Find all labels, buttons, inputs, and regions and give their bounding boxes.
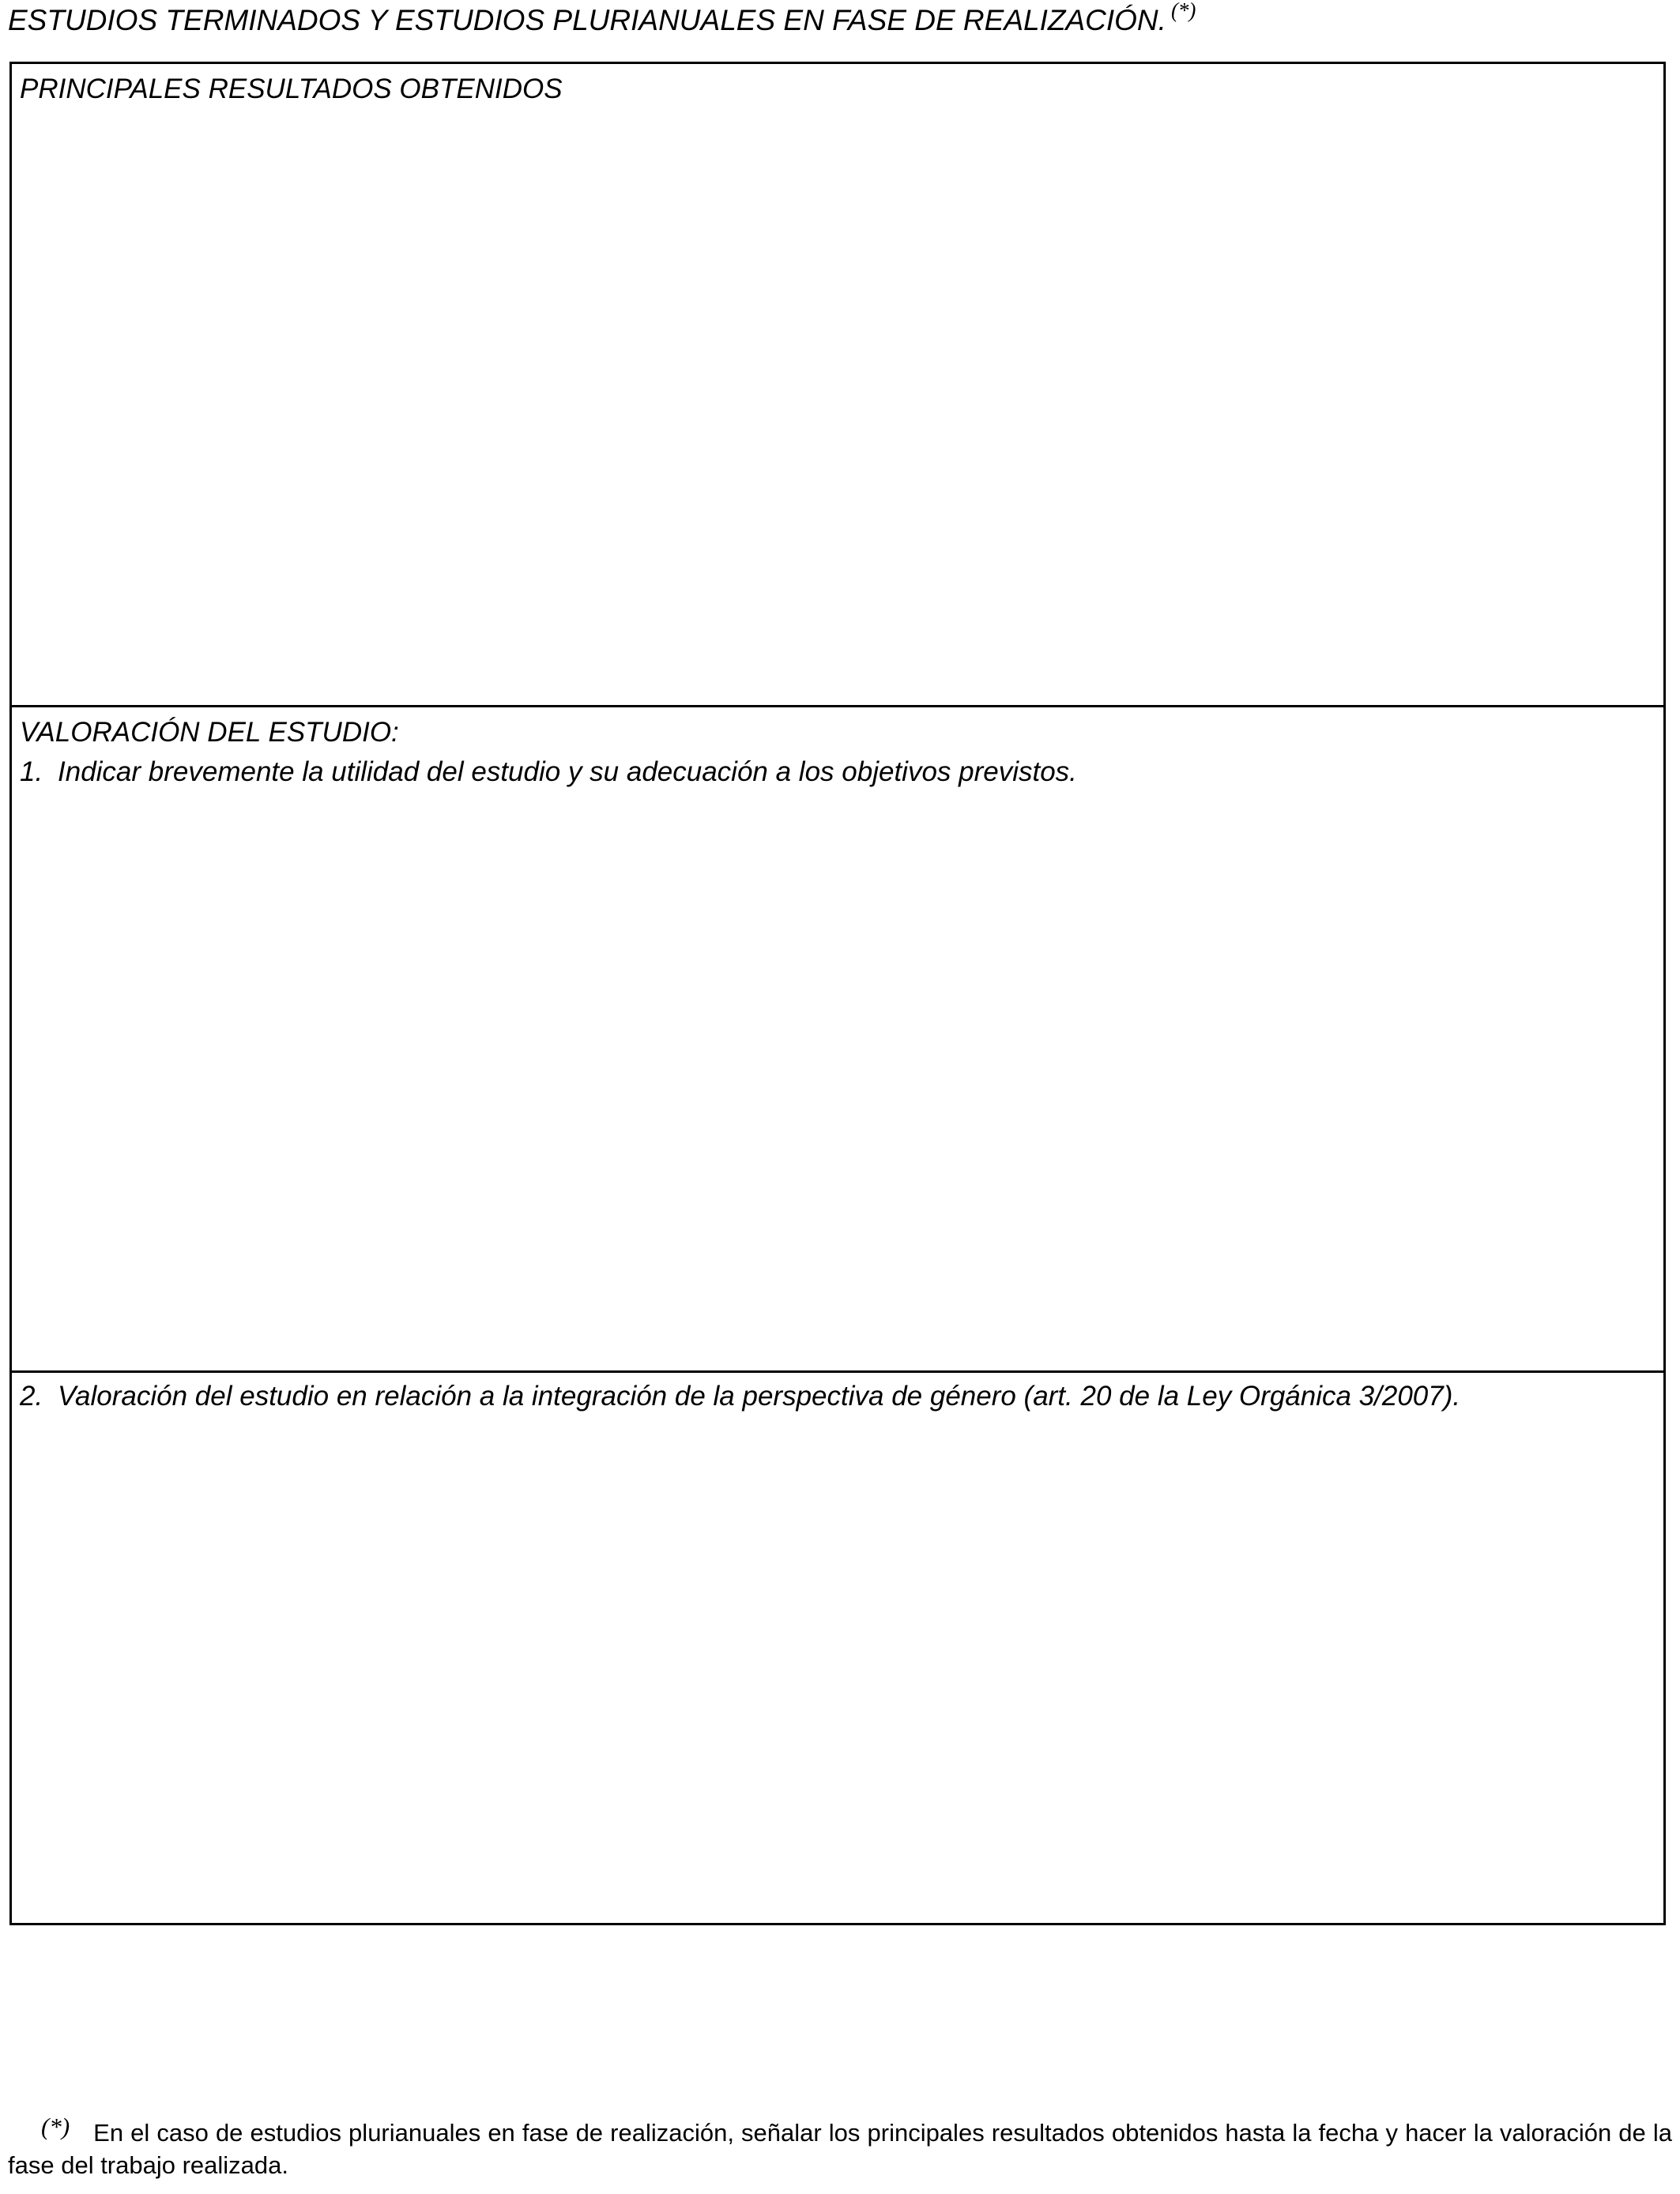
genero-response-area[interactable] <box>18 1423 1657 1917</box>
footnote <box>8 2113 1672 2181</box>
valoracion-estudio-heading: VALORACIÓN DEL ESTUDIO: <box>20 717 399 748</box>
principales-resultados-heading: PRINCIPALES RESULTADOS OBTENIDOS <box>20 74 563 104</box>
section-valoracion-estudio <box>12 707 1663 1373</box>
section-perspectiva-genero <box>12 1373 1663 1923</box>
page-title-text: ESTUDIOS TERMINADOS Y ESTUDIOS PLURIANUALES EN FASE DE REALIZACIÓN. <box>8 4 1166 36</box>
item-number: 2. <box>20 1381 43 1412</box>
section-principales-resultados <box>12 64 1663 707</box>
form-box <box>9 62 1666 1925</box>
principales-resultados-response-area[interactable] <box>18 115 1657 699</box>
title-footnote-marker: (*) <box>1170 0 1196 22</box>
item-number: 1. <box>20 756 43 787</box>
item-text: Valoración del estudio en relación a la integración de la perspectiva de género (art. 20 de la Ley Orgánica 3/2007). <box>58 1381 1461 1412</box>
footnote-marker: (*) <box>41 2113 70 2140</box>
footnote-text: En el caso de estudios plurianuales en fase de realización, señalar los principales resultados obtenidos hasta la fecha y hacer la valoración de la fase del trabajo realizada. <box>8 2119 1672 2179</box>
valoracion-item-genero <box>20 1381 1460 1412</box>
page-title <box>8 0 1196 38</box>
valoracion-item-utilidad <box>20 756 1077 788</box>
item-text: Indicar brevemente la utilidad del estudio y su adecuación a los objetivos previstos. <box>58 756 1077 787</box>
utilidad-response-area[interactable] <box>18 799 1657 1364</box>
